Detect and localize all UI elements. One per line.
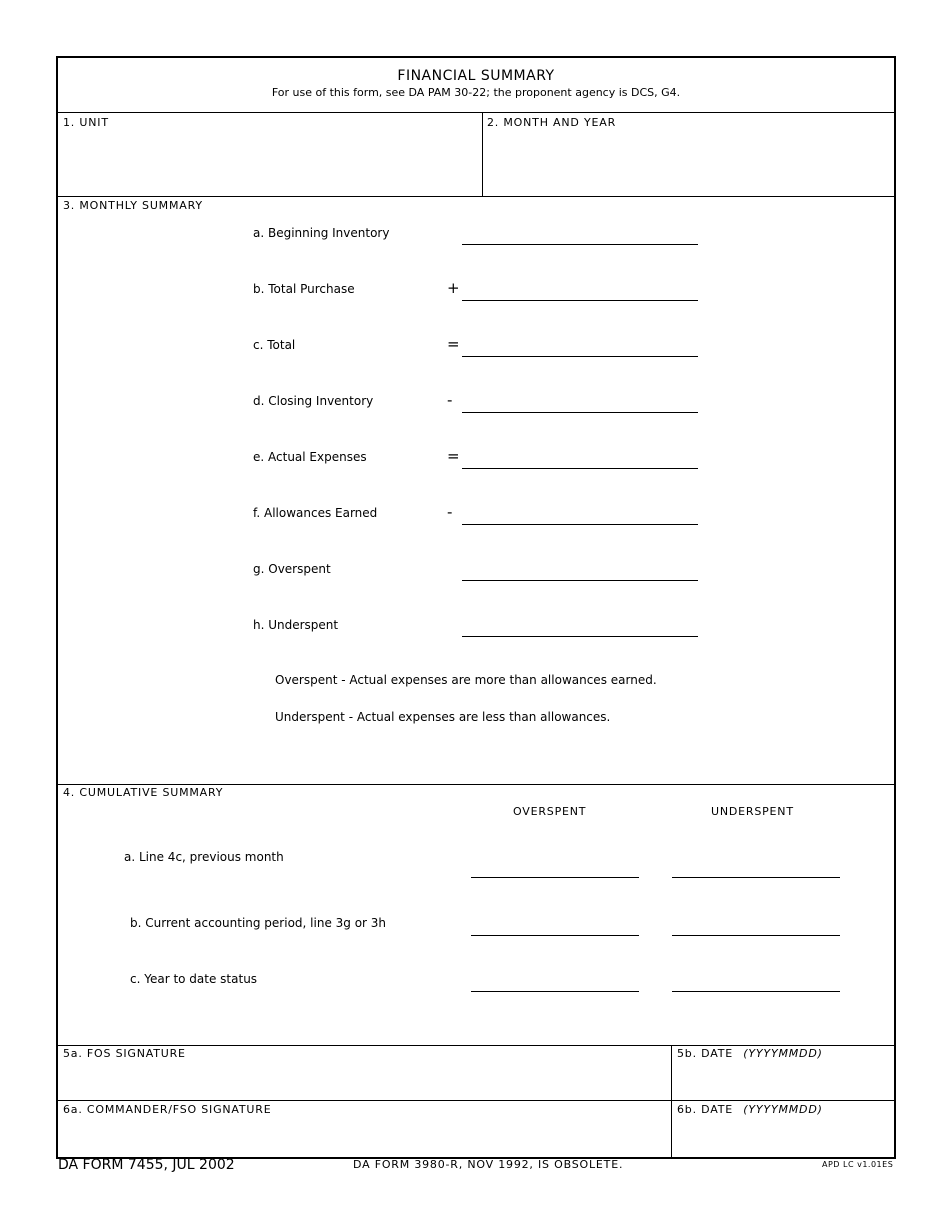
date-5b-text: 5b. DATE bbox=[677, 1047, 733, 1060]
form-title: FINANCIAL SUMMARY bbox=[397, 68, 555, 84]
fos-signature-field[interactable] bbox=[63, 1064, 663, 1098]
monthly-row-label: e. Actual Expenses bbox=[253, 450, 367, 464]
underspent-value-field[interactable] bbox=[672, 935, 840, 936]
cumulative-row-label: c. Year to date status bbox=[130, 972, 258, 986]
form-subtitle: For use of this form, see DA PAM 30-22; the proponent agency is DCS, G4. bbox=[271, 86, 681, 99]
divider bbox=[58, 1045, 894, 1046]
monthly-value-field[interactable] bbox=[462, 412, 698, 413]
unit-label: 1. UNIT bbox=[63, 116, 109, 129]
monthly-value-field[interactable] bbox=[462, 300, 698, 301]
version-label: APD LC v1.01ES bbox=[822, 1160, 894, 1169]
month-year-field[interactable] bbox=[487, 138, 887, 194]
monthly-row-label: b. Total Purchase bbox=[253, 282, 355, 296]
date-5b-field[interactable] bbox=[677, 1064, 887, 1098]
overspent-value-field[interactable] bbox=[471, 991, 639, 992]
operator-symbol: = bbox=[447, 447, 460, 465]
operator-symbol: + bbox=[447, 279, 460, 297]
underspent-value-field[interactable] bbox=[672, 877, 840, 878]
divider bbox=[58, 784, 894, 785]
divider bbox=[482, 112, 483, 196]
divider bbox=[58, 112, 894, 113]
unit-field[interactable] bbox=[63, 138, 473, 194]
date-6b-format: (YYYYMMDD) bbox=[743, 1103, 823, 1116]
date-5b-label bbox=[677, 1047, 823, 1060]
underspent-column-header: UNDERSPENT bbox=[711, 805, 794, 818]
overspent-column-header: OVERSPENT bbox=[513, 805, 587, 818]
monthly-value-field[interactable] bbox=[462, 244, 698, 245]
monthly-summary-label: 3. MONTHLY SUMMARY bbox=[63, 199, 203, 212]
overspent-note: Overspent - Actual expenses are more than allowances earned. bbox=[275, 673, 657, 687]
monthly-row-label: c. Total bbox=[253, 338, 296, 352]
divider bbox=[671, 1045, 672, 1157]
cumulative-row-label: b. Current accounting period, line 3g or 3h bbox=[130, 916, 387, 930]
monthly-row-label: a. Beginning Inventory bbox=[253, 226, 390, 240]
monthly-row-label: g. Overspent bbox=[253, 562, 331, 576]
monthly-row-label: h. Underspent bbox=[253, 618, 339, 632]
obsolete-notice: DA FORM 3980-R, NOV 1992, IS OBSOLETE. bbox=[353, 1158, 624, 1171]
monthly-value-field[interactable] bbox=[462, 580, 698, 581]
fos-signature-label: 5a. FOS SIGNATURE bbox=[63, 1047, 186, 1060]
date-6b-label bbox=[677, 1103, 823, 1116]
divider bbox=[58, 1100, 894, 1101]
date-6b-field[interactable] bbox=[677, 1120, 887, 1154]
monthly-row-label: d. Closing Inventory bbox=[253, 394, 374, 408]
commander-signature-field[interactable] bbox=[63, 1120, 663, 1154]
cumulative-summary-label: 4. CUMULATIVE SUMMARY bbox=[63, 786, 224, 799]
operator-symbol: - bbox=[447, 503, 453, 521]
month-year-label: 2. MONTH AND YEAR bbox=[487, 116, 617, 129]
operator-symbol: - bbox=[447, 391, 453, 409]
commander-signature-label: 6a. COMMANDER/FSO SIGNATURE bbox=[63, 1103, 272, 1116]
date-6b-text: 6b. DATE bbox=[677, 1103, 733, 1116]
monthly-row-label: f. Allowances Earned bbox=[253, 506, 378, 520]
date-5b-format: (YYYYMMDD) bbox=[743, 1047, 823, 1060]
form-number: DA FORM 7455, JUL 2002 bbox=[58, 1157, 235, 1173]
operator-symbol: = bbox=[447, 335, 460, 353]
financial-summary-form bbox=[56, 56, 896, 1159]
monthly-value-field[interactable] bbox=[462, 524, 698, 525]
monthly-value-field[interactable] bbox=[462, 356, 698, 357]
monthly-value-field[interactable] bbox=[462, 636, 698, 637]
overspent-value-field[interactable] bbox=[471, 935, 639, 936]
divider bbox=[58, 196, 894, 197]
underspent-note: Underspent - Actual expenses are less than allowances. bbox=[275, 710, 611, 724]
cumulative-row-label: a. Line 4c, previous month bbox=[124, 850, 284, 864]
monthly-value-field[interactable] bbox=[462, 468, 698, 469]
underspent-value-field[interactable] bbox=[672, 991, 840, 992]
overspent-value-field[interactable] bbox=[471, 877, 639, 878]
